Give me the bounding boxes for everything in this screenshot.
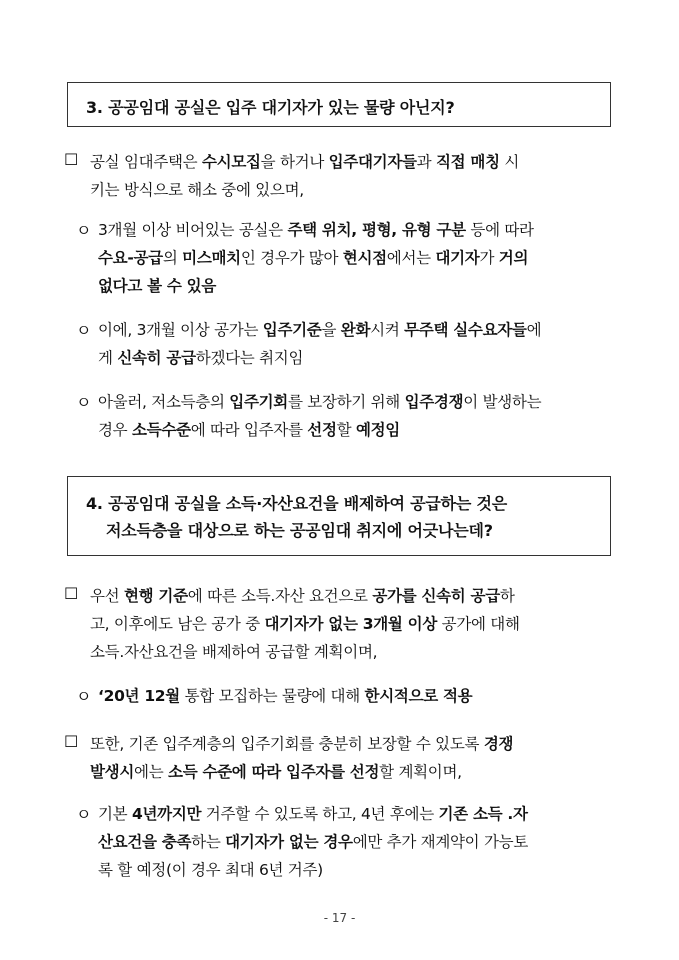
text-run: 입주기준 <box>262 321 322 339</box>
square-bullet-icon: ☐ <box>64 584 79 603</box>
section-4-para-1-line-3 <box>90 640 377 662</box>
text-run: 3개월 이상 비어있는 공실은 <box>98 221 288 239</box>
circle-bullet-icon: ㅇ <box>76 321 92 340</box>
text-run: 발생시 <box>90 763 135 781</box>
section-4-para-1-line-1 <box>90 584 515 606</box>
text-run: 직접 매칭 <box>435 153 500 171</box>
text-run: 키는 방식으로 해소 중에 있으며, <box>90 181 304 199</box>
text-run: 록 할 예정 <box>98 861 166 879</box>
section-4-para-1-line-2 <box>90 612 520 634</box>
text-run: 4년까지만 <box>131 805 202 823</box>
text-run: 이 발생하는 <box>463 393 542 411</box>
text-run: 에는 <box>134 763 169 781</box>
text-run: 우선 <box>90 587 124 605</box>
text-run: 하 <box>499 587 515 605</box>
section-4-para-2-line-2 <box>90 760 462 782</box>
section-4-bullet-2-line-2 <box>98 830 528 852</box>
section-3-title: 3. 공공임대 공실은 입주 대기자가 있는 물량 아닌지? <box>86 98 455 117</box>
text-run: 신속히 공급 <box>117 349 196 367</box>
text-run: 대기자가 없는 경우 <box>225 833 353 851</box>
text-run: 예정임 <box>355 421 400 439</box>
circle-bullet-icon: ㅇ <box>76 393 92 412</box>
text-run: 선정 <box>307 421 337 439</box>
text-run: ‘20년 12월 <box>98 687 180 705</box>
text-run: 경쟁 <box>483 735 514 753</box>
circle-bullet-icon: ㅇ <box>76 221 92 240</box>
text-run: 에 <box>526 321 542 339</box>
text-run: 이에, 3개월 이상 공가는 <box>98 321 263 339</box>
text-run: 기본 <box>98 805 132 823</box>
circle-bullet-icon: ㅇ <box>76 805 92 824</box>
section-4-bullet-2-line-3 <box>98 858 323 880</box>
text-run: 소득.자산요건을 배제하여 공급할 계획이며, <box>90 643 378 661</box>
section-3-bullet-2-line-1 <box>98 318 541 340</box>
text-run: 에 따른 소득.자산 요건으로 <box>187 587 373 605</box>
section-4-bullet-2-line-1 <box>98 802 528 824</box>
text-run: 하는 <box>191 833 226 851</box>
text-run: 에만 추가 재계약이 가능토 <box>352 833 528 851</box>
section-3-bullet-1-line-3 <box>98 274 216 296</box>
text-run: 입주기회 <box>229 393 288 411</box>
square-bullet-icon: ☐ <box>64 732 79 751</box>
text-run: 산요건을 충족 <box>98 833 192 851</box>
text-run: 현행 기준 <box>123 587 188 605</box>
section-4-para-2-line-1 <box>90 732 513 754</box>
text-run: 공가를 신속히 공급 <box>372 587 500 605</box>
text-run: 또한, 기존 입주계층의 입주기회를 충분히 보장할 수 있도록 <box>90 735 484 753</box>
text-run: 아울러, 저소득층의 <box>98 393 230 411</box>
section-3-bullet-1-line-2 <box>98 246 528 268</box>
text-run: 한시적으로 적용 <box>364 687 473 705</box>
text-run: 기존 소득 .자 <box>438 805 528 823</box>
text-run: 없다고 볼 수 있음 <box>98 277 217 295</box>
text-run: 수시모집 <box>201 153 261 171</box>
text-run: 대기자 <box>435 249 480 267</box>
section-3-para-1-line-2 <box>90 178 304 200</box>
text-run: 할 <box>336 421 356 439</box>
text-run: 소득 수준에 따라 입주자를 선정 <box>168 763 380 781</box>
section-4-title-line-2: 저소득층을 대상으로 하는 공공임대 취지에 어긋나는데? <box>106 521 493 540</box>
text-run: 무주택 실수요자들 <box>404 321 527 339</box>
text-run: 을 하거나 <box>260 153 329 171</box>
section-3-bullet-3-line-2 <box>98 418 400 440</box>
text-run: 입주대기자들 <box>328 153 417 171</box>
section-4-title-line-1: 4. 공공임대 공실을 소득·자산요건을 배제하여 공급하는 것은 <box>86 494 508 513</box>
text-run: 경우 <box>98 421 132 439</box>
text-run: 등에 따라 <box>465 221 534 239</box>
circle-bullet-icon: ㅇ <box>76 687 92 706</box>
text-run: 에 따라 입주자를 <box>190 421 308 439</box>
text-run: 대기자가 없는 3개월 이상 <box>264 615 438 633</box>
text-run: 입주경쟁 <box>404 393 464 411</box>
text-run: 거주할 수 있도록 하고, 4년 후에는 <box>201 805 439 823</box>
text-run: 시 <box>499 153 520 171</box>
section-3-bullet-2-line-2 <box>98 346 303 368</box>
text-run: 고, 이후에도 남은 공가 중 <box>90 615 265 633</box>
text-run: 현시점 <box>342 249 387 267</box>
text-run: 통합 모집하는 물량에 대해 <box>179 687 365 705</box>
section-3-bullet-3-line-1 <box>98 390 541 412</box>
page-number: - 17 - <box>323 911 356 925</box>
square-bullet-icon: ☐ <box>64 150 79 169</box>
text-run: 에서는 <box>386 249 436 267</box>
text-run: 완화 <box>340 321 371 339</box>
text-run: 인 경우가 많아 <box>240 249 343 267</box>
text-run: 과 <box>416 153 436 171</box>
section-3-bullet-1-line-1 <box>98 218 534 240</box>
text-run: 공가에 대해 <box>437 615 520 633</box>
text-run: 수요-공급 <box>98 249 163 267</box>
text-run: (이 경우 최대 6년 거주) <box>165 861 323 879</box>
section-4-title-box <box>67 476 611 556</box>
text-run: 을 <box>321 321 341 339</box>
text-run: 가 <box>479 249 499 267</box>
text-run: 시켜 <box>370 321 405 339</box>
text-run: 의 <box>162 249 183 267</box>
text-run: 주택 위치, 평형, 유형 구분 <box>287 221 466 239</box>
text-run: 공실 임대주택은 <box>90 153 202 171</box>
text-run: 소득수준 <box>131 421 191 439</box>
text-run: 게 <box>98 349 118 367</box>
text-run: 하겠다는 취지임 <box>195 349 304 367</box>
section-3-title-box <box>67 82 611 127</box>
text-run: 거의 <box>498 249 529 267</box>
section-3-para-1-line-1 <box>90 150 519 172</box>
text-run: 미스매치 <box>182 249 241 267</box>
text-run: 할 계획이며, <box>379 763 462 781</box>
section-4-bullet-1-line-1 <box>98 684 472 706</box>
text-run: 를 보장하기 위해 <box>287 393 405 411</box>
